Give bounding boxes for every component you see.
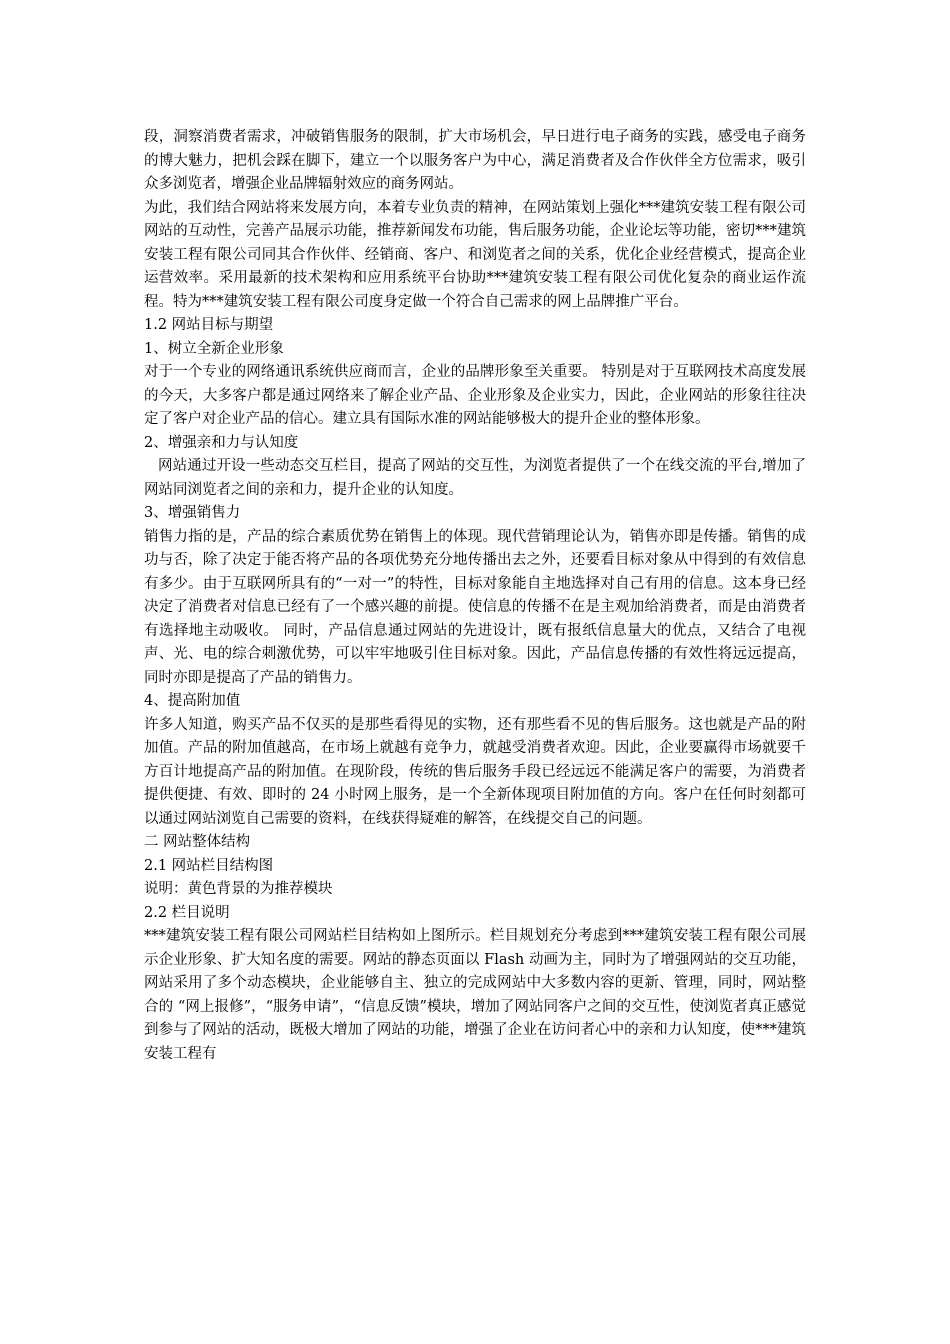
subheading-sales: 3、增强销售力 — [144, 505, 241, 521]
section-heading-1-2: 1.2 网站目标与期望 — [144, 317, 274, 333]
subheading-affinity: 2、增强亲和力与认知度 — [144, 434, 299, 451]
section-heading-2-1: 2.1 网站栏目结构图 — [144, 857, 274, 874]
subheading-brand-image: 1、树立全新企业形象 — [144, 340, 284, 357]
paragraph-added-value: 许多人知道，购买产品不仅买的是那些看得见的实物，还有那些看不见的售后服务。这也就是产品的附加值。产品的附加值越高，在市场上就越有竞争力，就越受消费者欢迎。因此，企业要赢得市场就要千方百计地提高产品的附加值。在现阶段，传统的售后服务手段已经远远不能满足客户的需要，为消费者提供便捷、有效、即时的 24 小时网上服务，是一个全新体现项目附加值的方向。客户在任何时刻都可以通过网站浏览自己需要的资料，在线获得疑难的解答，在线提交自己的问题。 — [144, 716, 806, 827]
paragraph-column-description: ***建筑安装工程有限公司网站栏目结构如上图所示。栏目规划充分考虑到***建筑安装工程有限公司展示企业形象、扩大知名度的需要。网站的静态页面以 Flash 动画为主，同时为了增强网站的交互功能，网站采用了多个动态模块，企业能够自主、独立的完成网站中大多数内容的更新、管理，同时，网站整合的 “网上报修”，“服务申请”，“信息反馈”模块，增加了网站同客户之间的交互性，使浏览者真正感觉到参与了网站的活动，既极大增加了网站的功能，增强了企业在访问者心中的亲和力认知度，使***建筑安装工程有 — [144, 928, 806, 1062]
paragraph-sales: 销售力指的是，产品的综合素质优势在销售上的体现。现代营销理论认为，销售亦即是传播。销售的成功与否，除了决定于能否将产品的各项优势充分地传播出去之外，还要看目标对象从中得到的有效信息有多少。由于互联网所具有的“一对一”的特性，目标对象能自主地选择对自己有用的信息。这本身已经决定了消费者对信息已经有了一个感兴趣的前提。使信息的传播不在是主观加给消费者，而是由消费者有选择地主动吸收。 同时，产品信息通过网站的先进设计，既有报纸信息量大的优点，又结合了电视声、光、电的综合刺激优势，可以牢牢地吸引住目标对象。因此，产品信息传播的有效性将远远提高，同时亦即是提高了产品的销售力。 — [144, 528, 806, 686]
document-page — [144, 126, 806, 1066]
paragraph-affinity: 网站通过开设一些动态交互栏目，提高了网站的交互性，为浏览者提供了一个在线交流的平台,增加了网站同浏览者之间的亲和力，提升企业的认知度。 — [144, 458, 806, 498]
note-yellow-background: 说明：黄色背景的为推荐模块 — [144, 881, 333, 897]
paragraph-strategy: 为此，我们结合网站将来发展方向，本着专业负责的精神，在网站策划上强化***建筑安装工程有限公司网站的互动性，完善产品展示功能，推荐新闻发布功能，售后服务功能，企业论坛等功能，密切***建筑安装工程有限公司同其合作伙伴、经销商、客户、和浏览者之间的关系，优化企业经营模式，提高企业运营效率。采用最新的技术架构和应用系统平台协助***建筑安装工程有限公司优化复杂的商业运作流程。特为***建筑安装工程有限公司度身定做一个符合自己需求的网上品牌推广平台。 — [144, 199, 806, 310]
paragraph-brand-image: 对于一个专业的网络通讯系统供应商而言，企业的品牌形象至关重要。 特别是对于互联网技术高度发展的今天，大多客户都是通过网络来了解企业产品、企业形象及企业实力，因此，企业网站的形象往往决定了客户对企业产品的信心。建立具有国际水准的网站能够极大的提升企业的整体形象。 — [144, 364, 806, 427]
paragraph-intro-continued: 段，洞察消费者需求，冲破销售服务的限制，扩大市场机会，早日进行电子商务的实践，感受电子商务的博大魅力，把机会踩在脚下，建立一个以服务客户为中心，满足消费者及合作伙伴全方位需求，吸引众多浏览者，增强企业品牌辐射效应的商务网站。 — [144, 129, 806, 192]
subheading-added-value: 4、提高附加值 — [144, 693, 241, 709]
section-heading-2: 二 网站整体结构 — [144, 834, 251, 850]
section-heading-2-2: 2.2 栏目说明 — [144, 904, 230, 921]
